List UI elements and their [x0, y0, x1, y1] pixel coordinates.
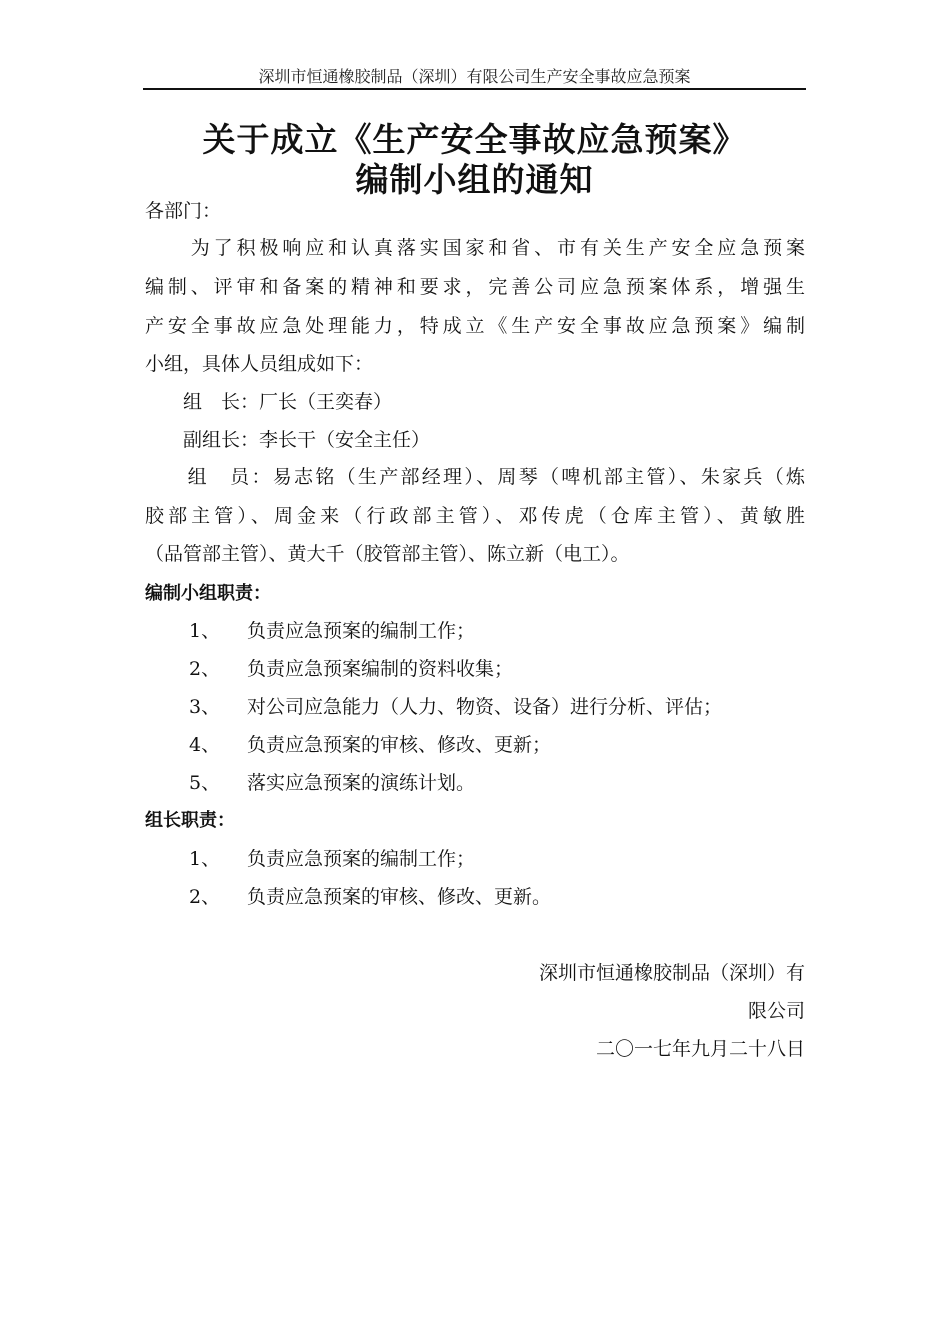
item-number: 1、: [189, 848, 221, 870]
item-text: 负责应急预案的编制工作；: [247, 620, 476, 642]
signature-date: 二〇一七年九月二十八日: [595, 1038, 805, 1060]
team-duties-heading: 编制小组职责：: [145, 583, 271, 604]
team-members-line: 胶部主管）、周金来（行政部主管）、邓传虎（仓库主管）、黄敏胜: [145, 505, 805, 527]
intro-line: 产安全事故应急处理能力，特成立《生产安全事故应急预案》编制: [145, 315, 805, 337]
signature-company-line-1: 深圳市恒通橡胶制品（深圳）有: [538, 962, 805, 984]
leader-duty-item: [189, 847, 849, 871]
team-leader: 组 长：厂长（王奕春）: [145, 391, 393, 413]
item-text: 负责应急预案的审核、修改、更新。: [247, 886, 552, 908]
item-number: 5、: [189, 772, 221, 794]
leader-duty-item: [189, 885, 849, 909]
team-duty-item: [189, 619, 849, 643]
intro-line: 小组，具体人员组成如下：: [145, 353, 374, 375]
intro-line: 为了积极响应和认真落实国家和省、市有关生产安全应急预案: [145, 237, 805, 259]
team-duty-item: [189, 695, 849, 719]
team-duty-item: [189, 771, 849, 795]
document-title-line-2: 编制小组的通知: [355, 160, 594, 199]
item-number: 2、: [189, 658, 221, 680]
leader-duties-heading: 组长职责：: [145, 810, 235, 831]
team-duty-item: [189, 657, 849, 681]
team-duty-item: [189, 733, 849, 757]
item-number: 1、: [189, 620, 221, 642]
document-title-line-1: 关于成立《生产安全事故应急预案》: [202, 120, 747, 159]
salutation: 各部门：: [145, 200, 222, 222]
item-text: 负责应急预案的编制工作；: [247, 848, 476, 870]
page-header: 深圳市恒通橡胶制品（深圳）有限公司生产安全事故应急预案: [143, 66, 806, 90]
team-deputy: 副组长：李长干（安全主任）: [145, 429, 431, 451]
team-members-line: （品管部主管）、黄大千（胶管部主管）、陈立新（电工）。: [145, 543, 630, 565]
item-text: 负责应急预案的审核、修改、更新；: [247, 734, 552, 756]
item-text: 对公司应急能力（人力、物资、设备）进行分析、评估；: [247, 696, 723, 718]
item-text: 落实应急预案的演练计划。: [247, 772, 476, 794]
intro-line: 编制、评审和备案的精神和要求，完善公司应急预案体系，增强生: [145, 276, 805, 298]
team-members-line: 组 员：易志铭（生产部经理）、周琴（啤机部主管）、朱家兵（炼: [145, 466, 805, 488]
item-number: 2、: [189, 886, 221, 908]
item-text: 负责应急预案编制的资料收集；: [247, 658, 514, 680]
item-number: 4、: [189, 734, 221, 756]
signature-company-line-2: 限公司: [747, 1000, 805, 1022]
item-number: 3、: [189, 696, 221, 718]
